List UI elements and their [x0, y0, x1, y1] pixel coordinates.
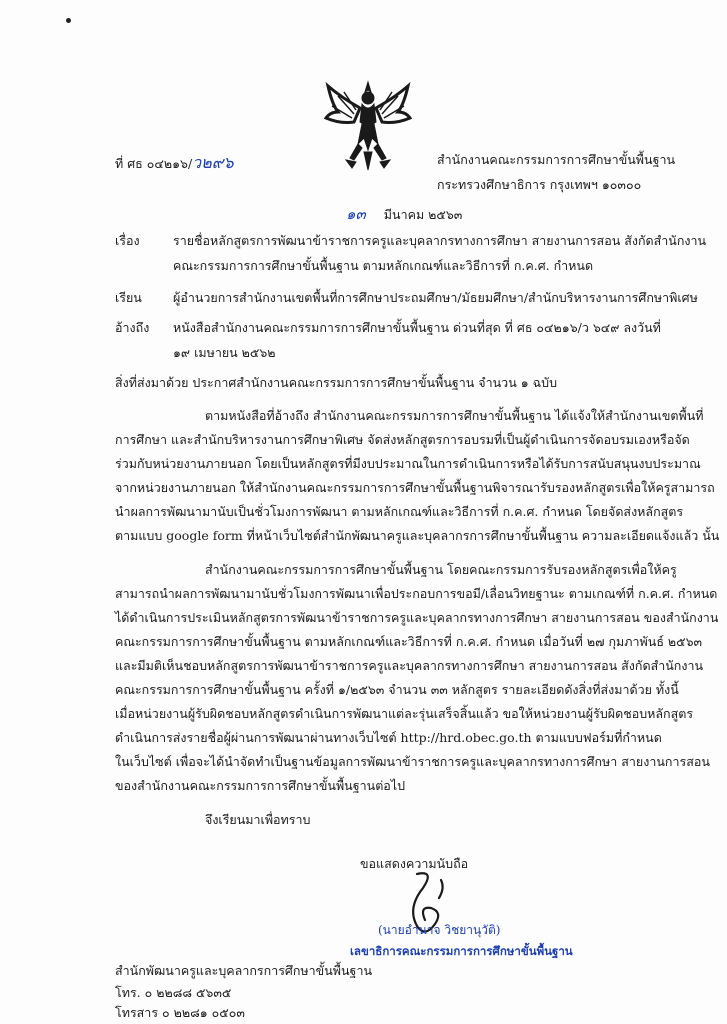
enclosure: สิ่งที่ส่งมาด้วย ประกาศสำนักงานคณะกรรมการการศึกษาขั้นพื้นฐาน จำนวน ๑ ฉบับ	[115, 375, 558, 390]
paragraph-1-line: ร่วมกับหน่วยงานภายนอก โดยเป็นหลักสูตรที่มีงบประมาณในการดำเนินการหรือได้รับการสนับสนุนงบประมาณ	[115, 456, 701, 471]
scan-speck	[66, 18, 71, 23]
paragraph-2-line: คณะกรรมการการศึกษาขั้นพื้นฐาน ตามหลักเกณฑ์และวิธีการที่ ก.ค.ศ. กำหนด เมื่อวันที่ ๒๗ กุมภาพันธ์ ๒๕๖๓	[115, 634, 703, 649]
paragraph-2-line: ดำเนินการส่งรายชื่อผู้ผ่านการพัฒนาผ่านทางเว็บไซต์ http://hrd.obec.go.th ตามแบบฟอร์มที่กำหนด	[115, 730, 662, 745]
date-day-handwritten: ๑๓	[346, 205, 366, 223]
paragraph-1-line: ตามแบบ google form ที่หน้าเว็บไซต์สำนักพัฒนาครูและบุคลากรการศึกษาขั้นพื้นฐาน ความละเอียดแจ้งแล้ว นั้น	[115, 528, 720, 543]
paragraph-1-line: ตามหนังสือที่อ้างถึง สำนักงานคณะกรรมการการศึกษาขั้นพื้นฐาน ได้แจ้งให้สำนักงานเขตพื้นที่	[205, 408, 704, 423]
subject-line-2: คณะกรรมการการศึกษาขั้นพื้นฐาน ตามหลักเกณฑ์และวิธีการที่ ก.ค.ศ. กำหนด	[173, 258, 594, 273]
footer-telephone: โทร. ๐ ๒๒๘๘ ๕๖๓๕	[115, 985, 232, 1000]
paragraph-2-line: ได้ดำเนินการประเมินหลักสูตรการพัฒนาข้าราชการครูและบุคลากรทางการศึกษา สายงานการสอน ของสำนักงาน	[115, 610, 719, 625]
paragraph-2-line: คณะกรรมการการศึกษาขั้นพื้นฐาน ครั้งที่ ๑/๒๕๖๓ จำนวน ๓๓ หลักสูตร รายละเอียดดังสิ่งที่ส่งมาด้วย ทั้งนี้	[115, 682, 679, 697]
footer-office: สำนักพัฒนาครูและบุคลากรการศึกษาขั้นพื้นฐาน	[115, 963, 373, 978]
subject-line-1: รายชื่อหลักสูตรการพัฒนาข้าราชการครูและบุคลากรทางการศึกษา สายงานการสอน สังกัดสำนักงาน	[173, 233, 707, 248]
closing-request: จึงเรียนมาเพื่อทราบ	[205, 812, 311, 827]
salutation-label: เรียน	[115, 290, 142, 305]
office-name: สำนักงานคณะกรรมการการศึกษาขั้นพื้นฐาน	[437, 152, 676, 167]
salutation-text: ผู้อำนวยการสำนักงานเขตพื้นที่การศึกษาประถมศึกษา/มัธยมศึกษา/สำนักบริหารงานการศึกษาพิเศษ	[173, 290, 698, 305]
paragraph-1-line: จากหน่วยงานภายนอก ให้สำนักงานคณะกรรมการการศึกษาขั้นพื้นฐานพิจารณารับรองหลักสูตรเพื่อให้ครูสามารถ	[115, 480, 715, 495]
paragraph-1-line: นำผลการพัฒนามานับเป็นชั่วโมงการพัฒนา ตามหลักเกณฑ์และวิธีการที่ ก.ค.ศ. กำหนด โดยจัดส่งหลักสูตร	[115, 504, 684, 519]
paragraph-2-line: ในเว็บไซต์ เพื่อจะได้นำจัดทำเป็นฐานข้อมูลการพัฒนาข้าราชการครูและบุคลากรทางการศึกษา สายงานการสอน	[115, 754, 710, 769]
document-date	[346, 204, 462, 224]
reference-line-1: หนังสือสำนักงานคณะกรรมการการศึกษาขั้นพื้นฐาน ด่วนที่สุด ที่ ศธ ๐๔๒๑๖/ว ๖๔๙ ลงวันที่	[173, 320, 661, 335]
paragraph-2-line: และมีมติเห็นชอบหลักสูตรการพัฒนาข้าราชการครูและบุคลากรทางการศึกษา สายงานการสอน สังกัดสำนักงาน	[115, 658, 704, 673]
closing-phrase: ขอแสดงความนับถือ	[360, 856, 469, 871]
document-number	[115, 152, 234, 174]
date-month-year: มีนาคม ๒๕๖๓	[383, 207, 463, 222]
office-address: กระทรวงศึกษาธิการ กรุงเทพฯ ๑๐๓๐๐	[437, 177, 642, 192]
paragraph-2-line: สามารถนำผลการพัฒนามานับชั่วโมงการพัฒนาเพื่อประกอบการขอมี/เลื่อนวิทยฐานะ ตามเกณฑ์ที่ ก.ค.ศ. กำหนด	[115, 586, 718, 601]
paragraph-2-line: ของสำนักงานคณะกรรมการการศึกษาขั้นพื้นฐานต่อไป	[115, 778, 406, 793]
subject-label: เรื่อง	[115, 233, 140, 248]
garuda-emblem-icon	[324, 78, 412, 174]
signatory-name: (นายอำนาจ วิชยานุวัติ)	[378, 923, 501, 937]
signatory-title: เลขาธิการคณะกรรมการการศึกษาขั้นพื้นฐาน	[350, 944, 573, 958]
document-number-prefix: ที่ ศธ ๐๔๒๑๖/	[115, 156, 193, 171]
paragraph-2-line: เมื่อหน่วยงานผู้รับผิดชอบหลักสูตรดำเนินการพัฒนาแต่ละรุ่นเสร็จสิ้นแล้ว ขอให้หน่วยงานผู้รับผิดชอบหลักสูตร	[115, 706, 694, 721]
reference-label: อ้างถึง	[115, 320, 150, 335]
footer-fax: โทรสาร ๐ ๒๒๘๑ ๐๕๐๓	[115, 1005, 245, 1020]
reference-line-2: ๑๙ เมษายน ๒๕๖๒	[173, 345, 276, 360]
document-number-handwritten: ว๒๙๖	[192, 153, 234, 172]
paragraph-2-line: สำนักงานคณะกรรมการการศึกษาขั้นพื้นฐาน โดยคณะกรรมการรับรองหลักสูตรเพื่อให้ครู	[205, 562, 677, 577]
paragraph-1-line: การศึกษา และสำนักบริหารงานการศึกษาพิเศษ จัดส่งหลักสูตรการอบรมที่เป็นผู้ดำเนินการจัดอบรมเองหรือจัด	[115, 432, 690, 447]
